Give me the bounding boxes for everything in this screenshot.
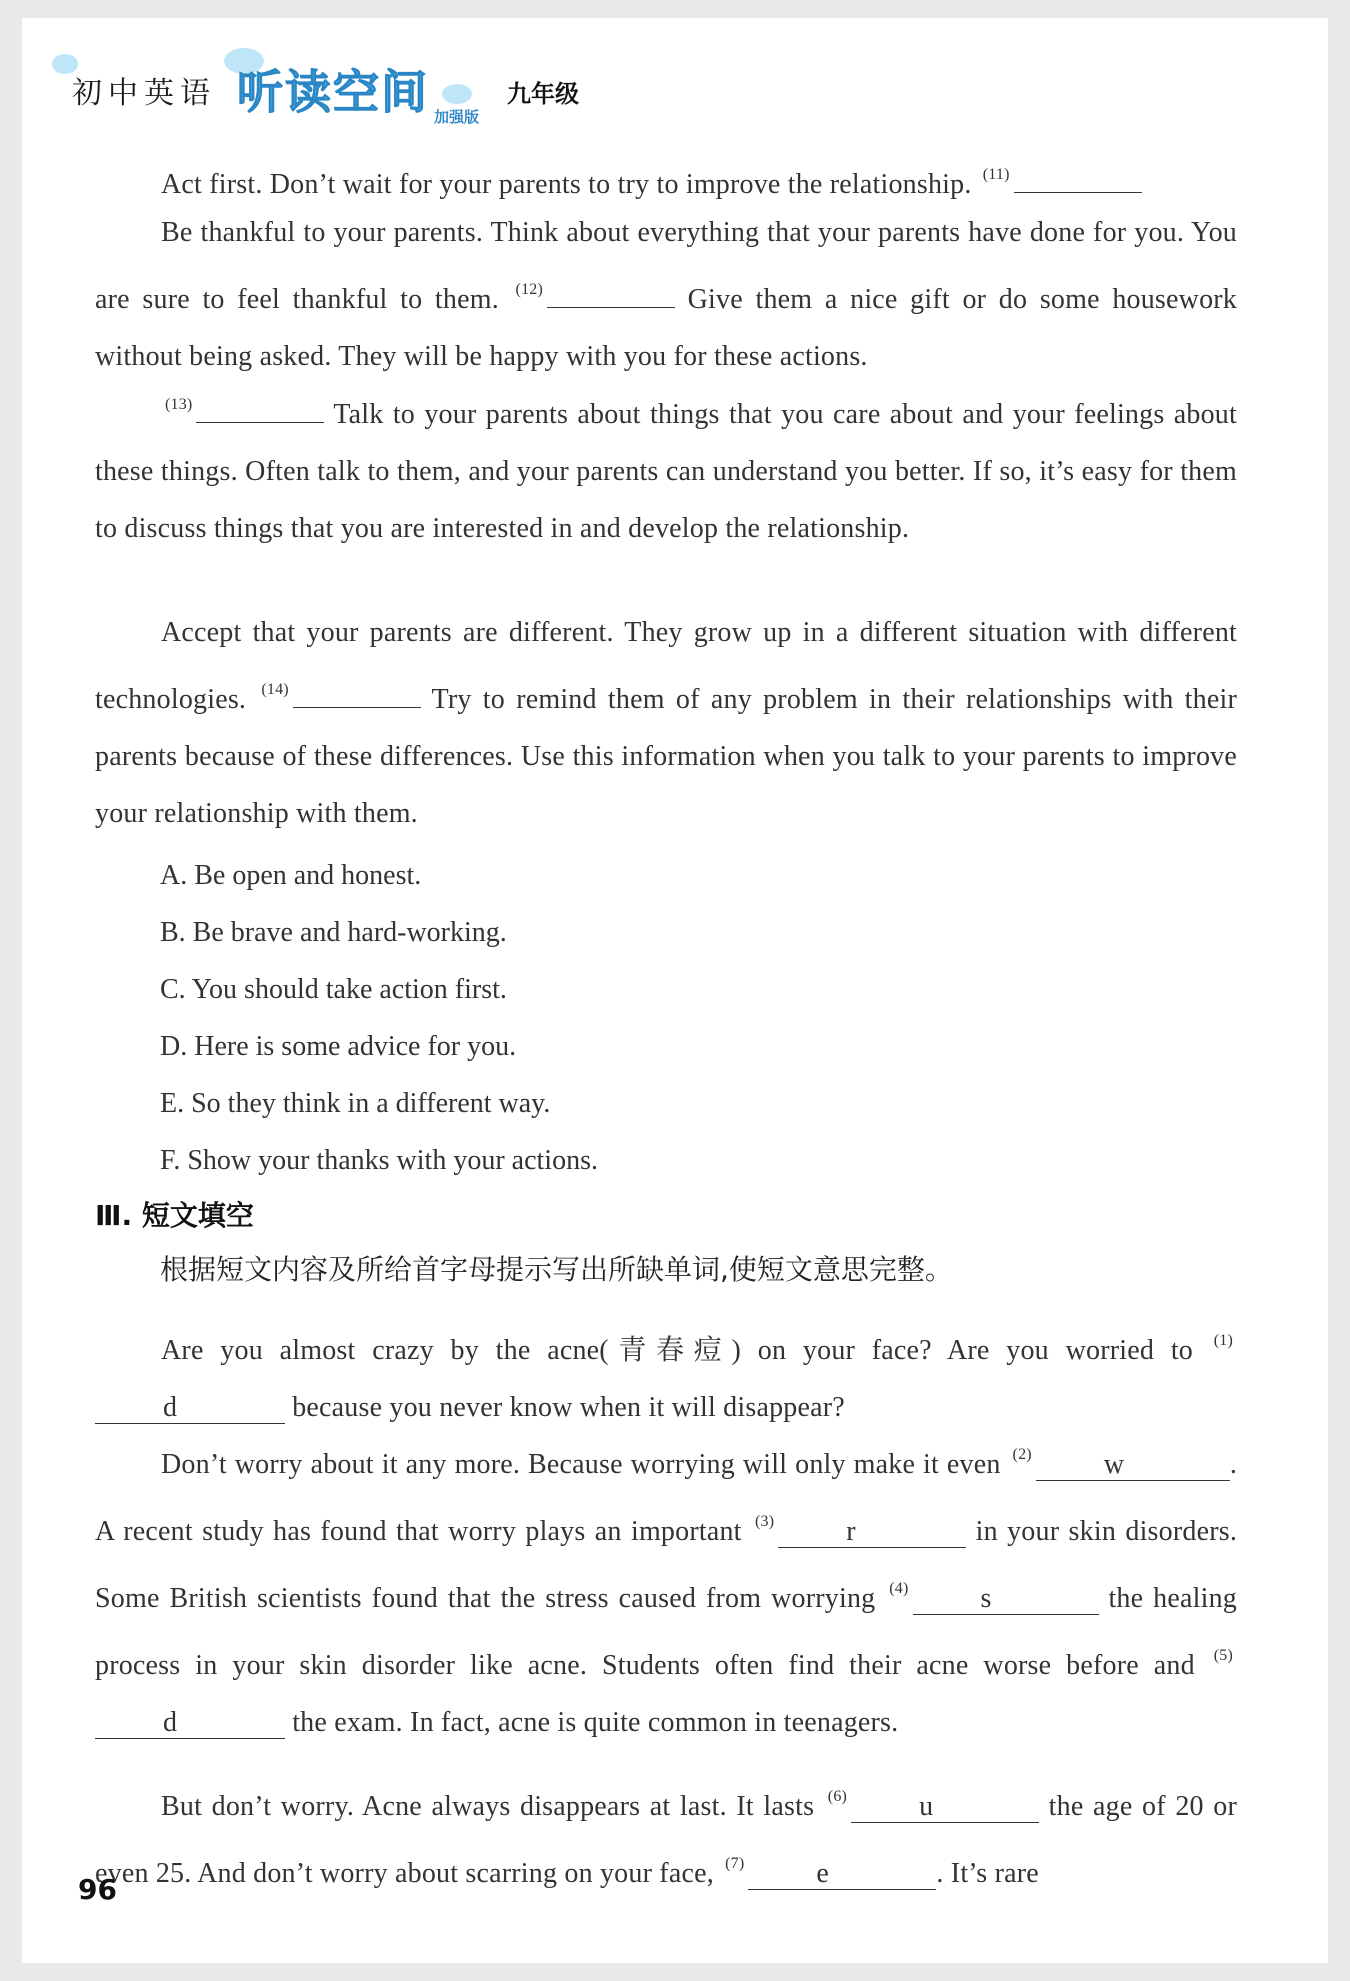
- question-number: (6): [827, 1788, 848, 1805]
- option-d: D. Here is some advice for you.: [160, 1031, 517, 1062]
- option-e: E. So they think in a different way.: [160, 1088, 551, 1119]
- paragraph-text: Be thankful to your parents. Think about everything that your parents have done for you. You are sure to feel thankful to them.: [95, 217, 1237, 315]
- answer-blank-4[interactable]: s: [913, 1584, 1099, 1615]
- option-c: C. You should take action first.: [160, 974, 507, 1005]
- question-number: (3): [754, 1513, 775, 1530]
- question-number: (1): [1213, 1332, 1233, 1349]
- answer-blank-5[interactable]: d: [95, 1708, 285, 1739]
- question-number: (2): [1012, 1446, 1032, 1463]
- option-f: F. Show your thanks with your actions.: [160, 1145, 598, 1176]
- passage2-paragraph-3: [95, 1768, 1237, 1902]
- question-number: (4): [889, 1580, 909, 1597]
- paragraph-text: in your skin disorders. Some British scientists found that the stress caused from worrying: [95, 1516, 1238, 1614]
- paragraph-text: Try to remind them of any problem in their relationships with their parents because of these differences. Use this information when you talk to your parents to improve your relationship with them.: [95, 684, 1237, 829]
- page-number: 96: [78, 1873, 117, 1906]
- header: [52, 40, 652, 130]
- option-a: A. Be open and honest.: [160, 860, 422, 891]
- paragraph-text: But don’t worry. Acne always disappears at last. It lasts: [161, 1791, 815, 1822]
- answer-blank-1[interactable]: d: [95, 1393, 285, 1424]
- answer-blank-12[interactable]: [547, 277, 675, 308]
- paragraph-text: because you never know when it will disappear?: [292, 1392, 845, 1423]
- paragraph-text: Are you almost crazy by the acne(青春痘) on your face? Are you worried to: [161, 1335, 1193, 1366]
- question-number: (11): [982, 166, 1010, 183]
- paragraph-text: Give them a nice gift or do some housework without being asked. They will be happy with you for these actions.: [95, 284, 1238, 372]
- passage1-paragraph-1: [95, 146, 1237, 213]
- passage1-paragraph-2: [95, 204, 1237, 385]
- passage1-paragraph-4: [95, 604, 1237, 842]
- answer-blank-3[interactable]: r: [778, 1517, 966, 1548]
- question-number: (12): [515, 281, 544, 298]
- section-instruction: 根据短文内容及所给首字母提示写出所缺单词,使短文意思完整。: [160, 1253, 953, 1286]
- question-number: (7): [725, 1855, 745, 1872]
- paragraph-text: . It’s rare: [936, 1858, 1039, 1889]
- series-title: 初中英语: [72, 76, 216, 111]
- answer-blank-2[interactable]: w: [1036, 1450, 1230, 1481]
- question-number: (13): [165, 396, 193, 413]
- answer-blank-14[interactable]: [293, 677, 421, 708]
- grade-label: 九年级: [507, 80, 579, 108]
- cloud-decoration-icon: [442, 84, 472, 104]
- passage2-paragraph-2: [95, 1426, 1237, 1751]
- answer-blank-7[interactable]: e: [748, 1859, 936, 1890]
- section-title: Ⅲ. 短文填空: [95, 1199, 254, 1232]
- passage2-paragraph-1: [95, 1312, 1237, 1436]
- question-number: (5): [1213, 1647, 1234, 1664]
- answer-blank-11[interactable]: [1014, 162, 1142, 193]
- option-b: B. Be brave and hard-working.: [160, 917, 507, 948]
- paragraph-text: the healing process in your skin disorder like acne. Students often find their acne worse before and: [95, 1583, 1237, 1681]
- edition-label: 加强版: [434, 108, 480, 126]
- paragraph-text: Talk to your parents about things that you care about and your feelings about these things. Often talk to them, and your parents can understand you better. If so, it’s easy for them to discuss things that you are interested in and develop the relationship.: [95, 399, 1237, 544]
- paragraph-text: . A recent study has found that worry plays an important: [95, 1449, 1238, 1547]
- paragraph-text: Act first. Don’t wait for your parents to try to improve the relationship.: [161, 169, 972, 200]
- paragraph-text: Don’t worry about it any more. Because worrying will only make it even: [161, 1449, 1001, 1480]
- paragraph-text: the exam. In fact, acne is quite common in teenagers.: [292, 1707, 899, 1738]
- passage1-paragraph-3: [95, 376, 1237, 557]
- brand-logo: 听读空间: [237, 65, 429, 119]
- paragraph-text: Accept that your parents are different. They grow up in a different situation with different technologies.: [95, 617, 1237, 715]
- paragraph-text: the age of 20 or even 25. And don’t worry about scarring on your face,: [95, 1791, 1238, 1889]
- question-number: (14): [261, 681, 289, 698]
- answer-blank-6[interactable]: u: [851, 1792, 1039, 1823]
- answer-blank-13[interactable]: [196, 392, 324, 423]
